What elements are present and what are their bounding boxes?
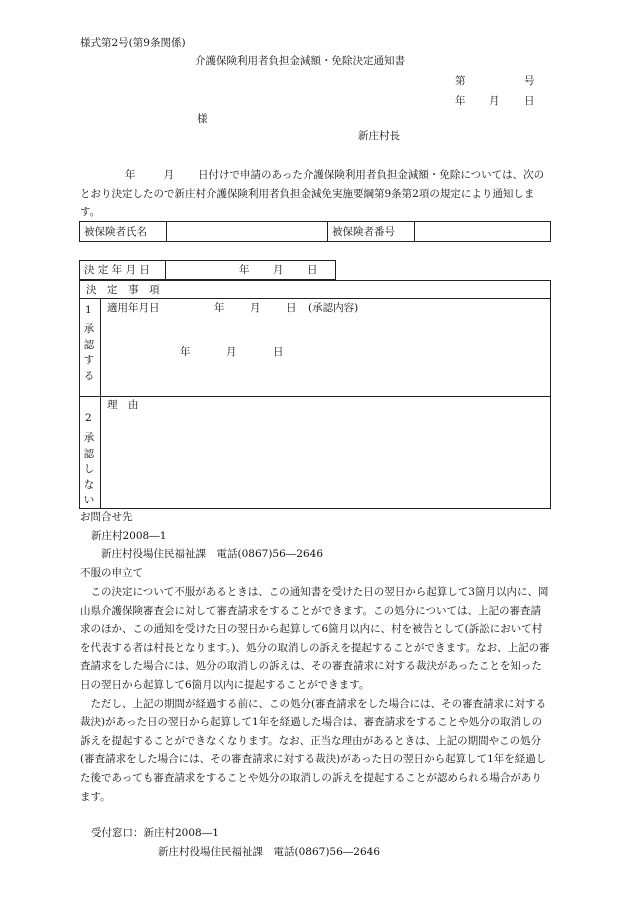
intro-text: 日付けで申請のあった介護保険利用者負担金減額・免除については、次のとおり決定したので新庄村介護保険利用者負担金減免実施要綱第9条第2項の規定により通知します。 <box>80 169 545 219</box>
approve-number: 1 <box>85 304 92 316</box>
approval-end-year: 年 <box>180 346 191 358</box>
applied-date-year: 年 <box>214 302 225 314</box>
decision-date-label: 決 定 年 月 日 <box>84 264 150 276</box>
appeal-paragraph-1-text: この決定について不服があるときは、この通知書を受けた日の翌日から起算して3箇月以内に、岡山県介護保険審査会に対して審査請求をすることができます。この処分については、上記の審査請求のほか、この通知を受けた日の翌日から起算して6箇月以内に、村を被告として(訴訟において村を代表する者は村長となります。)、処分の取消しの訴えを提起することができます。なお、上記の審査請求をした場合には、処分の取消しの訴えは、その審査請求に対する裁決があったことを知った日の翌日から起算して6箇月以内に提起することができます。 <box>80 586 550 691</box>
reject-number: 2 <box>85 412 92 424</box>
decision-date-year: 年 <box>239 264 250 276</box>
approval-end-month: 月 <box>226 346 237 358</box>
decision-date-month: 月 <box>273 264 284 276</box>
decision-matters-box <box>79 280 551 509</box>
recipient-honorific: 様 <box>197 113 208 125</box>
insured-name-label: 被保険者氏名 <box>80 222 167 242</box>
intro-month: 月 <box>163 169 174 181</box>
insured-table <box>79 221 551 242</box>
approve-label: 承認する <box>83 323 95 382</box>
contact-heading: お問合せ先 <box>80 511 133 523</box>
appeal-text <box>80 583 550 806</box>
insured-number-label: 被保険者番号 <box>328 222 415 242</box>
section-number-column-divider <box>100 298 101 509</box>
issue-date-month: 月 <box>489 95 500 107</box>
document-title: 介護保険利用者負担金減額・免除決定通知書 <box>195 55 405 67</box>
decision-matters-label: 決 定 事 項 <box>86 284 160 296</box>
appeal-paragraph-1 <box>80 583 550 695</box>
appeal-paragraph-2-text: ただし、上記の期間が経過する前に、この処分(審査請求をした場合には、その審査請求に対する裁決)があった日の翌日から起算して1年を経過した場合は、審査請求をすることや処分の取消しの訴えを提起することができなくなります。なお、正当な理由があるときは、上記の期間やこの処分(審査請求をした場合には、その審査請求に対する裁決)があった日の翌日から起算して1年を経過した後であっても審査請求をすることや処分の取消しの訴えを提起することが認められる場合があります。 <box>80 697 547 803</box>
matters-header-divider <box>79 298 551 299</box>
approve-reject-divider <box>79 396 551 397</box>
intro-year: 年 <box>125 169 136 181</box>
issuer: 新庄村長 <box>358 130 400 142</box>
approval-content-label: (承認内容) <box>308 302 359 314</box>
contact-address: 新庄村2008―1 <box>91 530 167 542</box>
contact-office: 新庄村役場住民福祉課 電話(0867)56―2646 <box>101 548 323 560</box>
applied-date-month: 月 <box>250 302 261 314</box>
issue-date-year: 年 <box>455 95 466 107</box>
reject-reason-label: 理 由 <box>107 399 139 411</box>
applied-date-day: 日 <box>286 302 297 314</box>
insured-number-value <box>415 222 551 242</box>
reject-label: 承認しない <box>83 432 95 506</box>
doc-number-suffix: 号 <box>524 75 535 87</box>
reception-window-office: 新庄村役場住民福祉課 電話(0867)56―2646 <box>158 846 380 858</box>
decision-date-divider <box>165 260 166 280</box>
applied-date-label: 適用年月日 <box>107 302 160 314</box>
reception-window-label: 受付窓口：新庄村2008―1 <box>91 827 219 839</box>
appeal-heading: 不服の申立て <box>80 567 143 579</box>
form-number: 様式第2号(第9条関係) <box>80 37 186 49</box>
intro-paragraph <box>80 166 550 222</box>
approval-end-day: 日 <box>273 346 284 358</box>
issue-date-day: 日 <box>524 95 535 107</box>
insured-name-value <box>167 222 328 242</box>
appeal-paragraph-2 <box>80 695 550 807</box>
decision-date-day: 日 <box>307 264 318 276</box>
doc-number-prefix: 第 <box>455 75 466 87</box>
